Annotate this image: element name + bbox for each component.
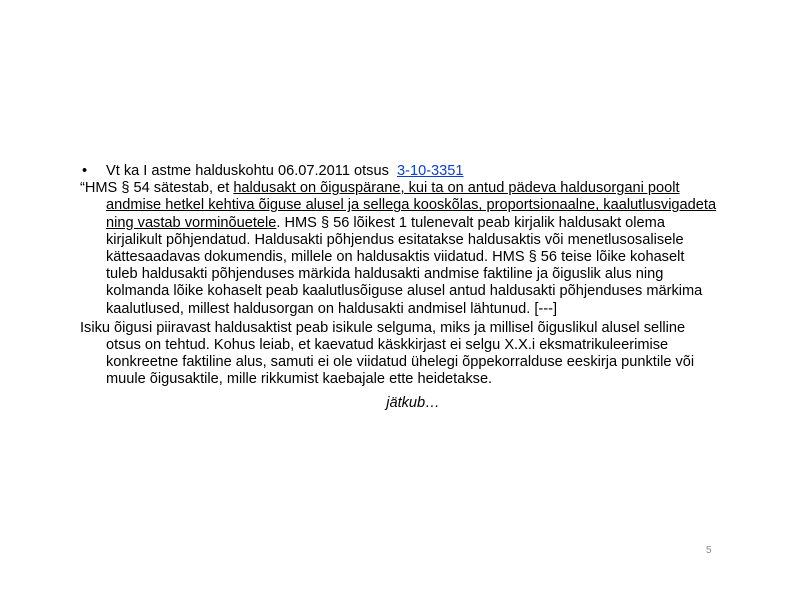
quote-rest: . HMS § 56 lõikest 1 tulenevalt peab kirjalik haldusakt olema kirjalikult põhjendatud. Haldusakti põhjendus esitatakse haldusaktis või menetlusosalisele kättesaadavas dokumendis, millele on haldusaktis viidatud. HMS § 56 teise lõike kohaselt tuleb haldusakti põhjenduses märkida haldusakti andmise faktiline ja õiguslik alus ning kolmanda lõike kohaselt peab kaalutlusõiguse alusel antud haldusakti põhjenduses märkima kaalutlused, millest haldusorgan on haldusakti andmisel lähtunud. [---] [106,214,703,317]
continued-label: jätkub… [386,394,440,411]
quote-start: “HMS § 54 sätestab, et [80,180,234,197]
quote-underlined: haldusakt on õiguspärane, kui ta on antud pädeva haldusorgani poolt andmise hetkel kehtiva õiguse alusel ja sellega kooskõlas, proportsionaalne, kaalutlusvigadeta ning vastab vorminõuetele [106,180,717,231]
reference-bullet [80,163,720,180]
reference-text: Vt ka I astme halduskohtu 06.07.2011 otsus [106,163,389,179]
page-number: 5 [706,545,712,556]
bullet-icon: • [82,163,88,179]
court-paragraph: Isiku õigusi piiravast haldusaktist peab isikule selguma, miks ja millisel õiguslikul alusel selline otsus on tehtud. Kohus leiab, et kaevatud käskkirjast ei selgu X.X.i eksmatrikuleerimise konkreetne faktiline alus, samuti ei ole viidatud ühelegi õppekorralduse eeskirja punktile või muule õigusaktile, mille rikkumist kaebajale ette heidetakse. [80,319,695,388]
slide-body [80,163,720,412]
case-link[interactable]: 3-10-3351 [396,163,464,179]
quote-paragraph [80,180,720,318]
